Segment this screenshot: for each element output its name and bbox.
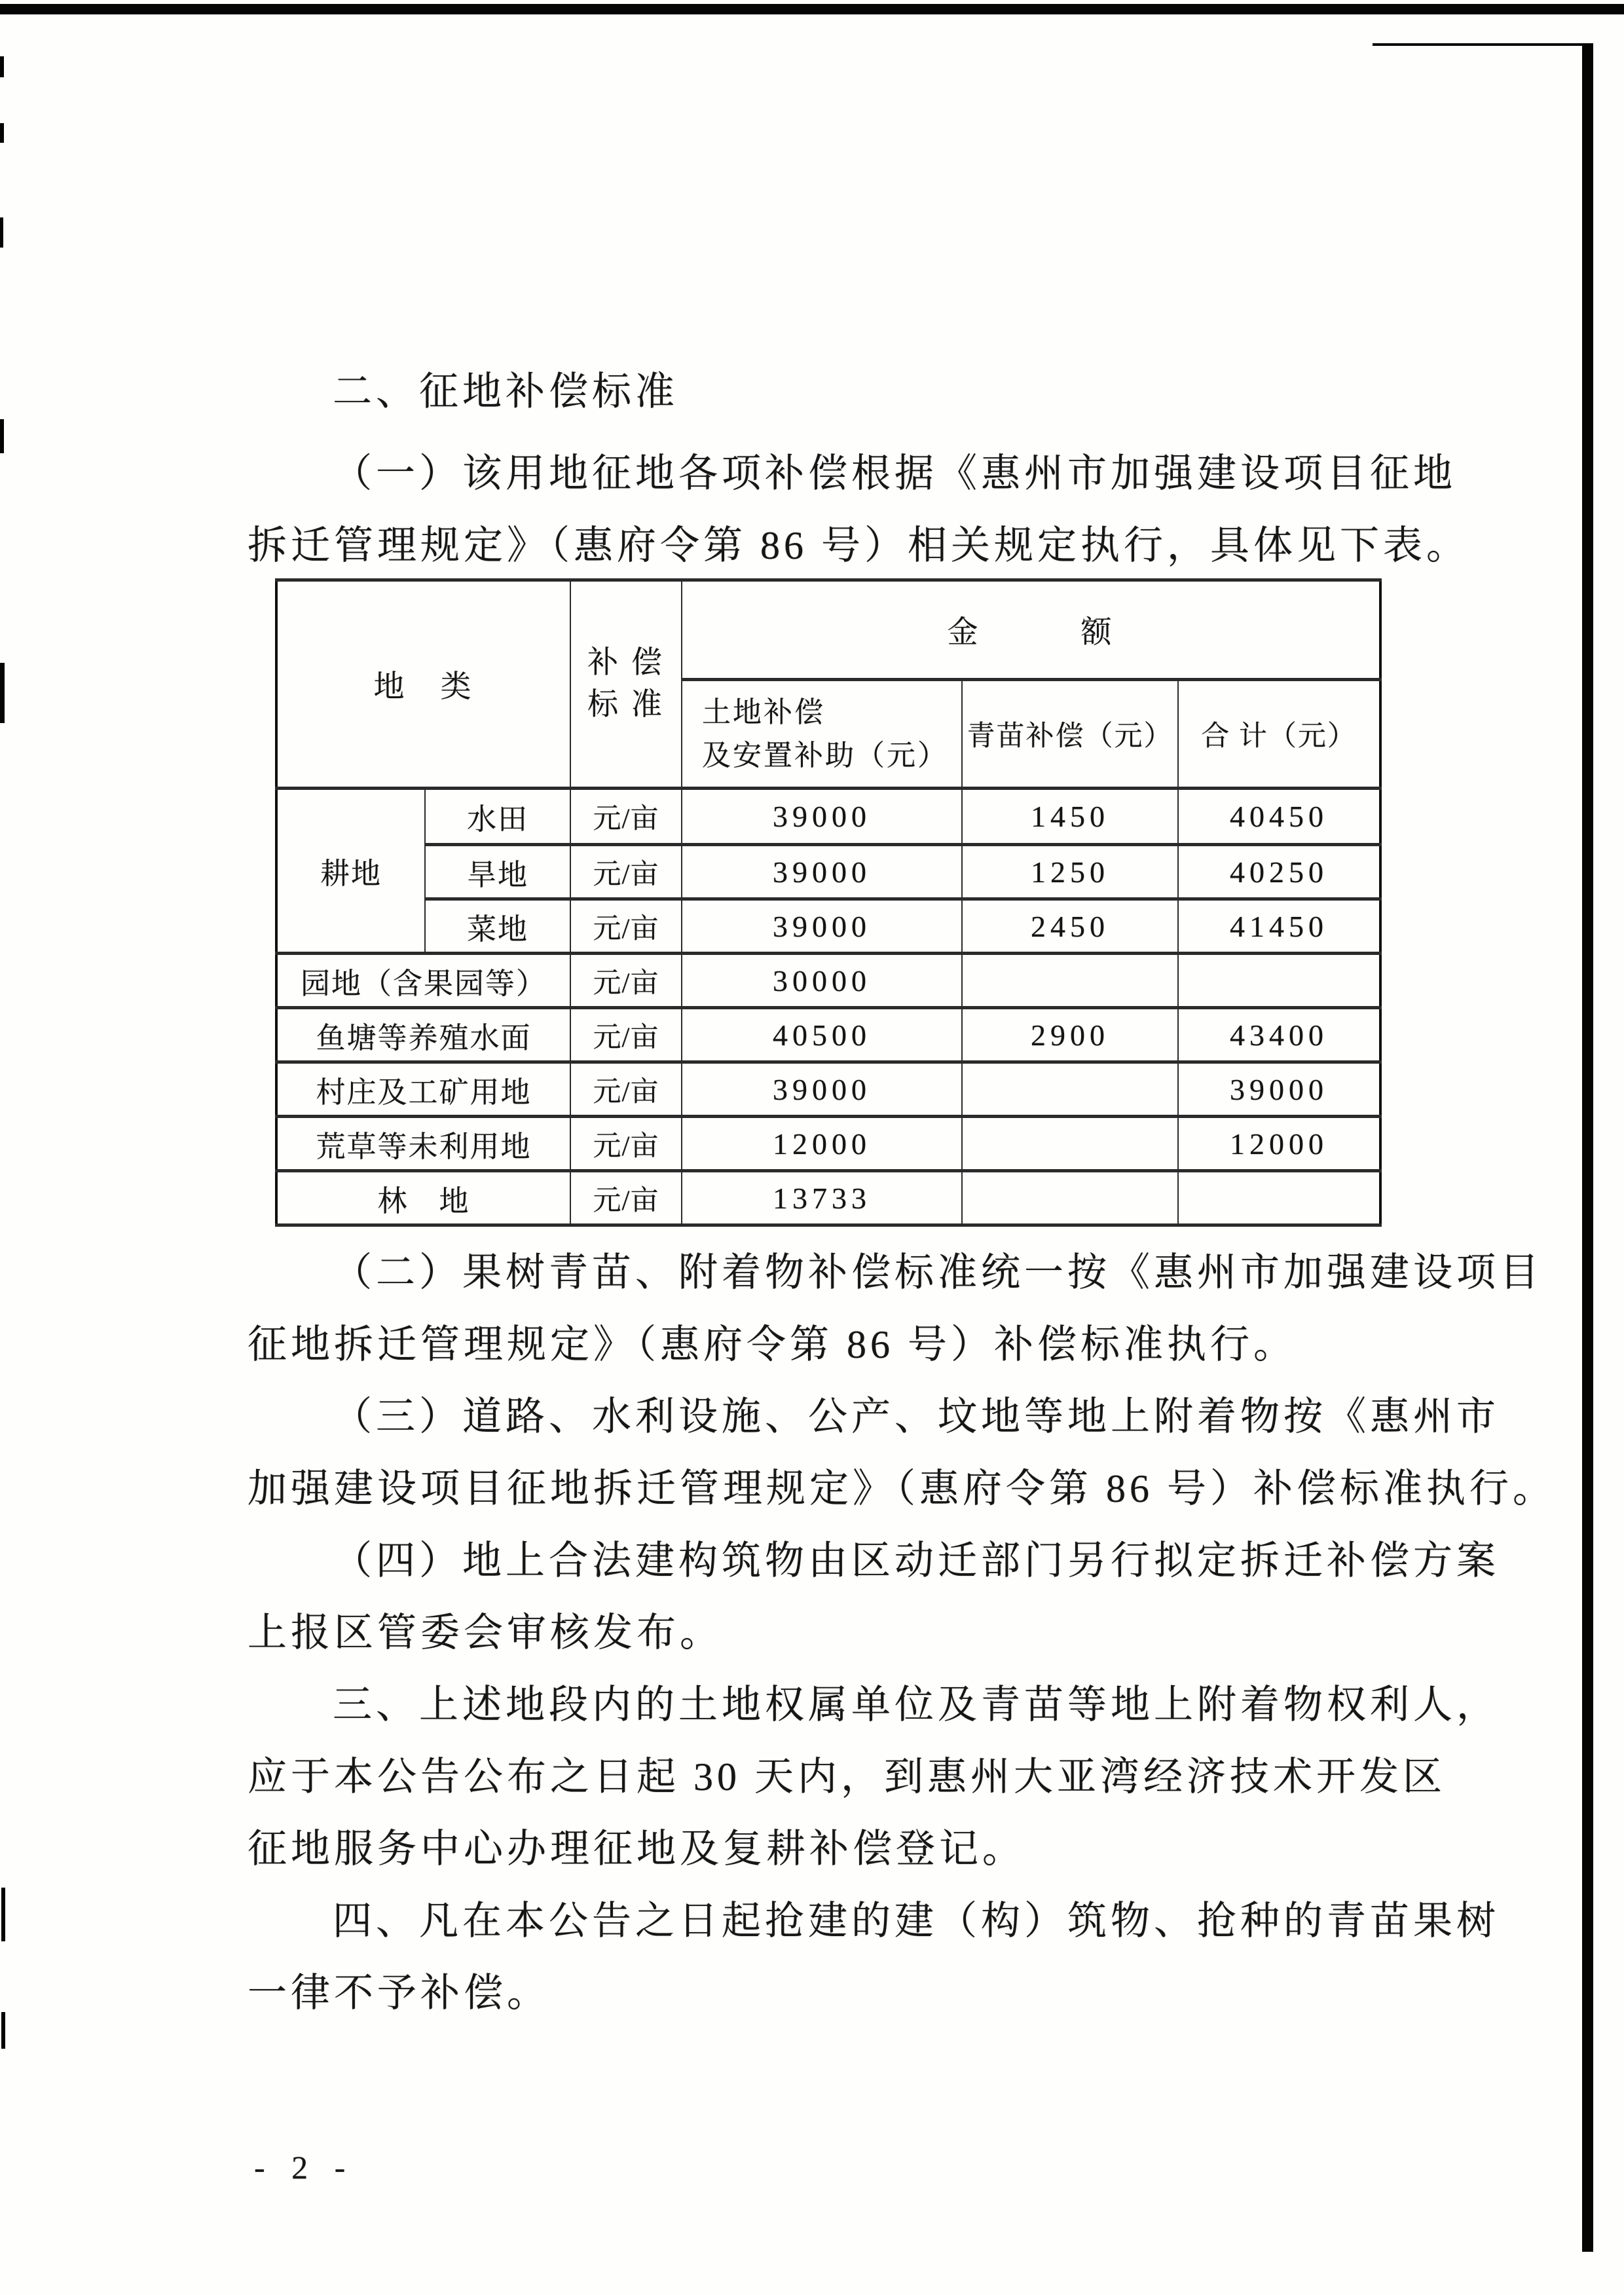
cell-total	[1178, 1171, 1380, 1225]
paragraph-line: 三、上述地段内的土地权属单位及青苗等地上附着物权利人，	[333, 1683, 1500, 1726]
cell-land-comp: 40500	[682, 1008, 962, 1062]
cell-unit: 元/亩	[570, 954, 682, 1008]
scan-edge-mark	[0, 56, 4, 77]
cell-total: 43400	[1178, 1008, 1380, 1062]
header-seedling: 青苗补偿（元）	[962, 680, 1178, 789]
cell-unit: 元/亩	[570, 899, 682, 954]
cell-unit: 元/亩	[570, 789, 682, 845]
cell-total: 12000	[1178, 1117, 1380, 1171]
header-standard-line1: 补 偿	[587, 646, 665, 681]
cell-unit: 元/亩	[570, 845, 682, 899]
header-amount: 金 额	[682, 580, 1380, 680]
paragraph-line: （三）道路、水利设施、公产、坟地等地上附着物按《惠州市	[333, 1395, 1500, 1438]
cell-unit: 元/亩	[570, 1117, 682, 1171]
paragraph-line: 一律不予补偿。	[248, 1971, 550, 2015]
paragraph-line: 应于本公告公布之日起 30 天内，到惠州大亚湾经济技术开发区	[248, 1755, 1446, 1799]
cell-land-type: 园地（含果园等）	[276, 954, 570, 1008]
cell-total: 39000	[1178, 1062, 1380, 1117]
header-standard-line2: 标 准	[587, 687, 665, 722]
table-row	[276, 845, 1380, 899]
cell-seedling: 1250	[962, 845, 1178, 899]
table-row	[276, 954, 1380, 1008]
table-row	[276, 1062, 1380, 1117]
cell-land-comp: 39000	[682, 1062, 962, 1117]
cell-seedling: 1450	[962, 789, 1178, 845]
cell-group-farmland: 耕地	[276, 789, 425, 954]
scan-edge-mark	[1, 1888, 5, 1941]
cell-total: 40250	[1178, 845, 1380, 899]
paragraph-line: 征地服务中心办理征地及复耕补偿登记。	[248, 1827, 1025, 1871]
cell-seedling: 2450	[962, 899, 1178, 954]
table-row	[276, 1171, 1380, 1225]
header-standard	[570, 580, 682, 789]
header-land-comp-line1: 土地补偿	[702, 696, 825, 728]
header-land-class: 地 类	[276, 580, 570, 789]
paragraph-line: 上报区管委会审核发布。	[248, 1611, 723, 1654]
table-row	[276, 789, 1380, 845]
cell-unit: 元/亩	[570, 1008, 682, 1062]
cell-seedling	[962, 954, 1178, 1008]
section-heading: 二、征地补偿标准	[333, 370, 678, 413]
cell-land-comp: 13733	[682, 1171, 962, 1225]
cell-land-type: 荒草等未利用地	[276, 1117, 570, 1171]
scan-top-bar	[0, 4, 1624, 14]
header-land-comp	[682, 680, 962, 789]
paragraph-line: 征地拆迁管理规定》（惠府令第 86 号）补偿标准执行。	[248, 1323, 1297, 1366]
cell-seedling: 2900	[962, 1008, 1178, 1062]
cell-land-comp: 39000	[682, 899, 962, 954]
scan-edge-mark	[0, 419, 4, 453]
cell-land-type: 林 地	[276, 1171, 570, 1225]
cell-seedling	[962, 1062, 1178, 1117]
cell-total	[1178, 954, 1380, 1008]
scan-top-right-line	[1373, 43, 1583, 46]
header-total: 合 计（元）	[1178, 680, 1380, 789]
cell-land-comp: 39000	[682, 789, 962, 845]
paragraph-line: 拆迁管理规定》（惠府令第 86 号）相关规定执行，具体见下表。	[248, 524, 1469, 567]
cell-total: 40450	[1178, 789, 1380, 845]
cell-unit: 元/亩	[570, 1062, 682, 1117]
cell-unit: 元/亩	[570, 1171, 682, 1225]
table-row	[276, 899, 1380, 954]
page-number: - 2 -	[254, 2149, 355, 2186]
cell-land-type: 旱地	[425, 845, 570, 899]
paragraph-line: （一）该用地征地各项补偿根据《惠州市加强建设项目征地	[333, 452, 1456, 495]
scan-right-edge-bar	[1582, 43, 1593, 2252]
scan-edge-mark	[0, 217, 3, 248]
table-row	[276, 1117, 1380, 1171]
header-land-comp-line2: 及安置补助（元）	[702, 739, 948, 772]
compensation-table	[275, 578, 1382, 1227]
scan-edge-mark	[1, 2012, 5, 2049]
cell-land-type: 菜地	[425, 899, 570, 954]
cell-seedling	[962, 1117, 1178, 1171]
cell-land-type: 水田	[425, 789, 570, 845]
cell-total: 41450	[1178, 899, 1380, 954]
paragraph-line: 加强建设项目征地拆迁管理规定》（惠府令第 86 号）补偿标准执行。	[248, 1467, 1556, 1510]
cell-land-comp: 39000	[682, 845, 962, 899]
paragraph-line: （二）果树青苗、附着物补偿标准统一按《惠州市加强建设项目	[333, 1251, 1543, 1294]
cell-seedling	[962, 1171, 1178, 1225]
table-row	[276, 1008, 1380, 1062]
table-header-row	[276, 580, 1380, 680]
scan-edge-mark	[0, 663, 5, 723]
paragraph-line: （四）地上合法建构筑物由区动迁部门另行拟定拆迁补偿方案	[333, 1539, 1500, 1582]
scan-edge-mark	[0, 123, 4, 143]
cell-land-type: 村庄及工矿用地	[276, 1062, 570, 1117]
cell-land-type: 鱼塘等养殖水面	[276, 1008, 570, 1062]
paragraph-line: 四、凡在本公告之日起抢建的建（构）筑物、抢种的青苗果树	[333, 1899, 1500, 1943]
cell-land-comp: 30000	[682, 954, 962, 1008]
cell-land-comp: 12000	[682, 1117, 962, 1171]
